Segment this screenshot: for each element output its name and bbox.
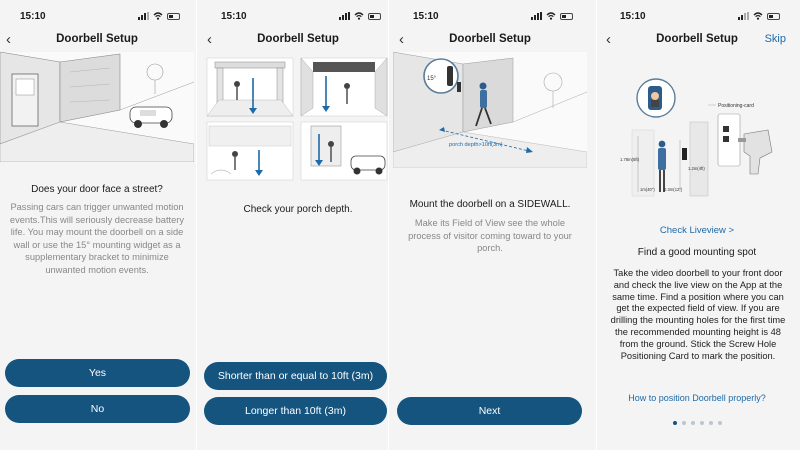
page-title: Doorbell Setup — [656, 33, 738, 45]
porch-short-button[interactable]: Shorter than or equal to 10ft (3m) — [204, 362, 387, 390]
nav-bar — [393, 30, 587, 50]
sidewall-instruction: Mount the doorbell on a SIDEWALL. — [409, 199, 571, 210]
position-help-link[interactable]: How to position Doorbell properly? — [628, 393, 766, 403]
skip-button[interactable]: Skip — [764, 33, 786, 45]
porch-depth-illustrations — [201, 56, 395, 182]
page-title: Doorbell Setup — [449, 33, 531, 45]
sidewall-description: Make its Field of View see the whole process of visitor coming toward to your porch. — [408, 218, 572, 254]
screen-divider — [596, 0, 597, 450]
height-label-1: 1.78m(5ft) — [620, 157, 640, 162]
mounting-description: Take the video doorbell to your front door and check the live view on the App at the same time. Find a position where you can get the expected field of view. If you are drilling the mounting holes for the first time the recommended mounting height is 48 from the ground. Stick the Screw Hole Positioning Card to mark the position. — [610, 268, 786, 361]
screen-sidewall — [393, 0, 587, 450]
next-button[interactable]: Next — [397, 397, 582, 425]
wifi-icon — [753, 12, 763, 20]
status-bar — [0, 10, 194, 24]
cellular-signal-icon — [339, 12, 350, 20]
wifi-icon — [153, 12, 163, 20]
cellular-signal-icon — [138, 12, 149, 20]
page-title: Doorbell Setup — [56, 33, 138, 45]
sidewall-illustration — [393, 52, 587, 168]
pagination-dots — [600, 421, 794, 425]
street-door-illustration — [0, 52, 194, 162]
street-question: Does your door face a street? — [31, 184, 163, 195]
pagination-dot — [700, 421, 704, 425]
page-title: Doorbell Setup — [257, 33, 339, 45]
nav-bar — [0, 30, 194, 50]
status-time: 15:10 — [413, 11, 439, 22]
status-bar — [393, 10, 587, 24]
battery-icon — [767, 13, 780, 20]
screen-mounting-spot — [600, 0, 794, 450]
screen-divider — [388, 0, 389, 450]
check-liveview-link[interactable]: Check Liveview > — [659, 225, 735, 236]
pagination-dot — [709, 421, 713, 425]
battery-icon — [167, 13, 180, 20]
battery-icon — [560, 13, 573, 20]
cellular-signal-icon — [531, 12, 542, 20]
mounting-heading: Find a good mounting spot — [637, 247, 757, 258]
porch-question: Check your porch depth. — [243, 204, 353, 215]
cellular-signal-icon — [738, 12, 749, 20]
status-time: 15:10 — [620, 11, 646, 22]
pagination-dot — [691, 421, 695, 425]
back-chevron-icon[interactable]: ‹ — [399, 31, 404, 48]
screen-street-question — [0, 0, 194, 450]
pagination-dot — [682, 421, 686, 425]
pagination-dot — [718, 421, 722, 425]
screen-porch-depth — [201, 0, 395, 450]
street-description: Passing cars can trigger unwanted motion events.This will seriously decrease battery life. You may mount the doorbell on a side wall or use the 15° mounting widget as a supplementary bracket to minimize unwanted motion events. — [9, 202, 185, 275]
wifi-icon — [354, 12, 364, 20]
no-button[interactable]: No — [5, 395, 190, 423]
back-chevron-icon[interactable]: ‹ — [207, 31, 212, 48]
yes-button[interactable]: Yes — [5, 359, 190, 387]
distance-label-1: 1m(40") — [640, 187, 655, 192]
status-bar — [201, 10, 395, 24]
mounting-illustration — [600, 78, 794, 200]
back-chevron-icon[interactable]: ‹ — [6, 31, 11, 48]
screen-divider — [196, 0, 197, 450]
porch-long-button[interactable]: Longer than 10ft (3m) — [204, 397, 387, 425]
nav-bar — [600, 30, 794, 50]
wifi-icon — [546, 12, 556, 20]
battery-icon — [368, 13, 381, 20]
status-bar — [600, 10, 794, 24]
positioning-card-label: Positioning-card — [718, 103, 754, 109]
porch-depth-label: porch depth>10ft(3m) — [449, 142, 503, 148]
nav-bar — [201, 30, 395, 50]
distance-label-2: 0.3m(12") — [664, 187, 683, 192]
angle-label: 15° — [427, 76, 437, 82]
height-label-2: 1.2m(4ft) — [688, 166, 705, 171]
back-chevron-icon[interactable]: ‹ — [606, 31, 611, 48]
status-time: 15:10 — [221, 11, 247, 22]
pagination-dot — [673, 421, 677, 425]
status-time: 15:10 — [20, 11, 46, 22]
